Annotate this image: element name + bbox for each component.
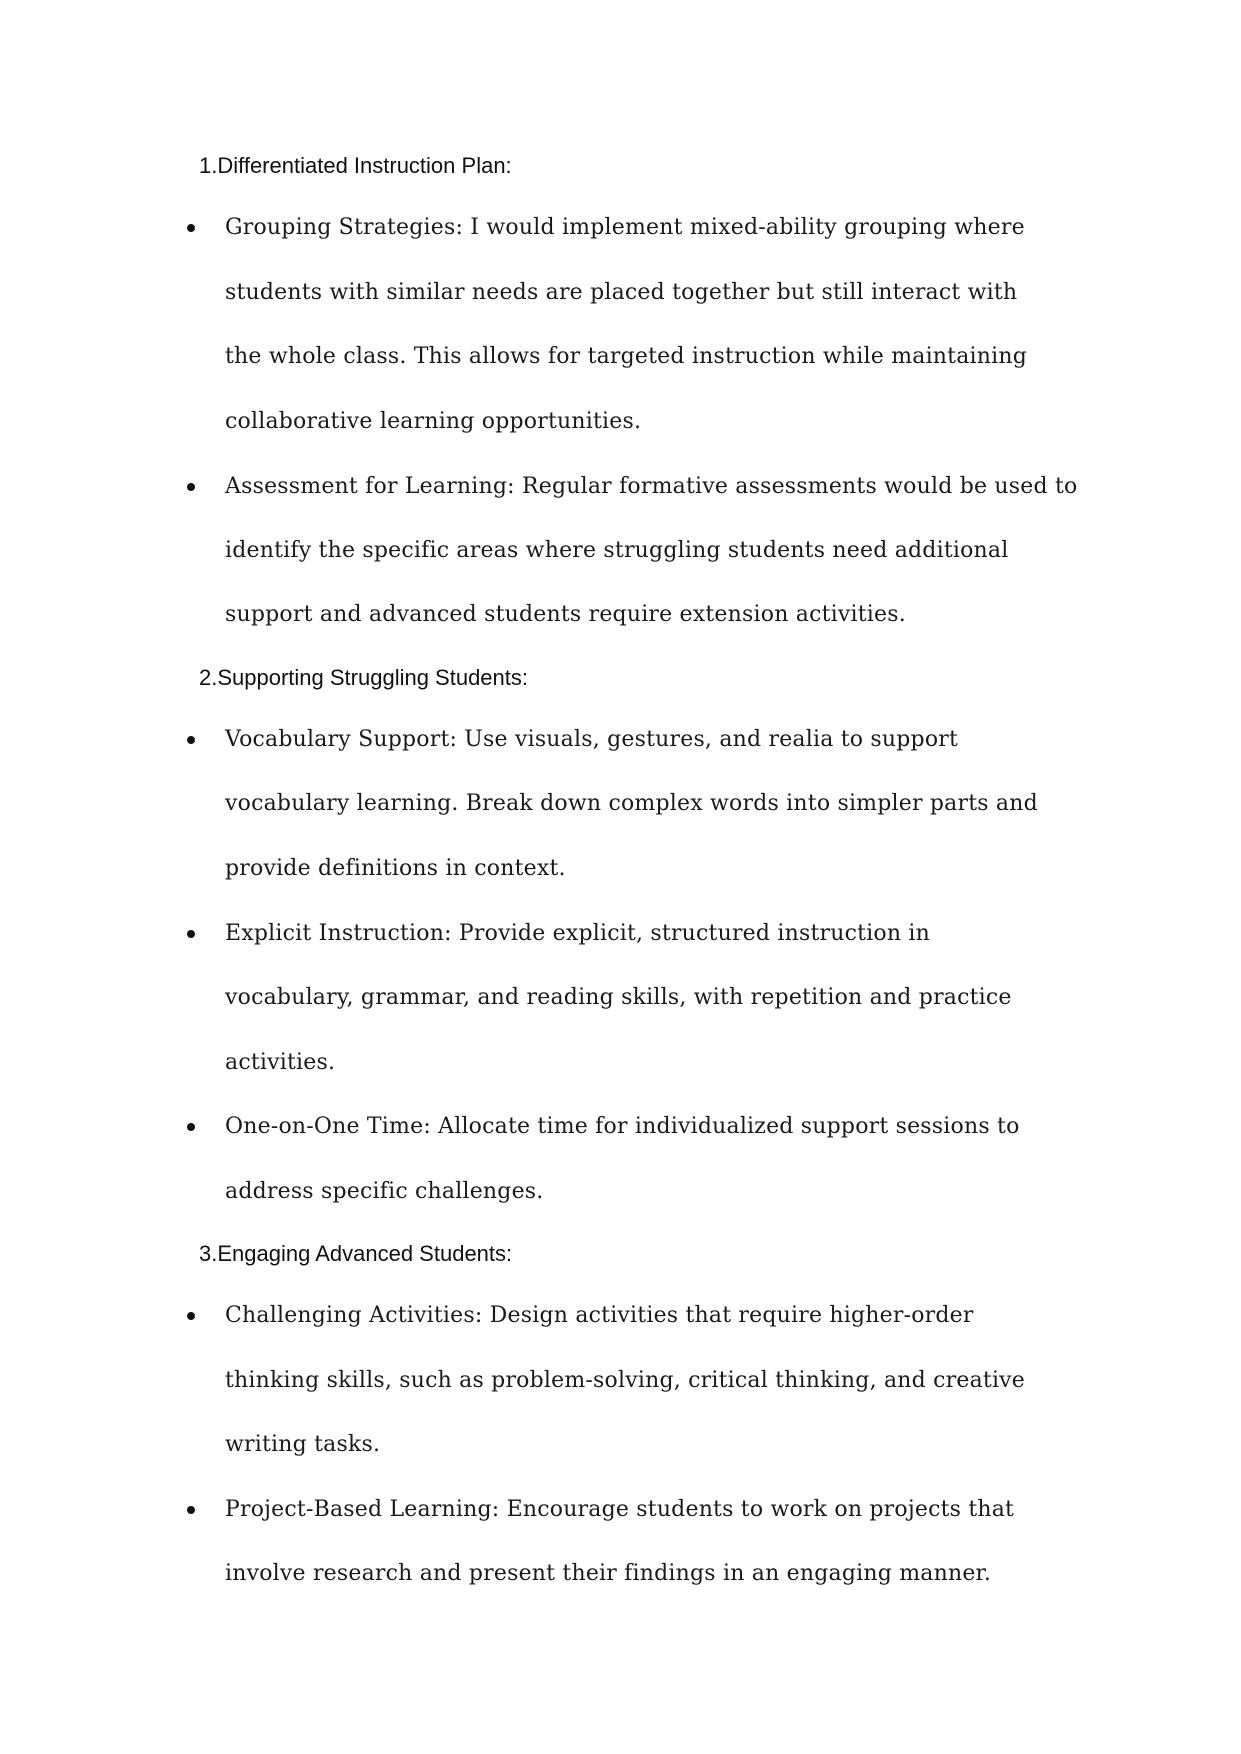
- bullet-text-line: students with similar needs are placed together but still interact with: [225, 280, 1018, 305]
- bullet-text-line: writing tasks.: [225, 1432, 381, 1457]
- bullet-text-line: One-on-One Time: Allocate time for individualized support sessions to: [225, 1114, 1020, 1139]
- bullet-text-line: Project-Based Learning: Encourage students to work on projects that: [225, 1497, 1015, 1522]
- bullet-text-line: Explicit Instruction: Provide explicit, structured instruction in: [225, 921, 930, 946]
- bullet-text-line: provide definitions in context.: [225, 856, 566, 881]
- bullet-text-line: collaborative learning opportunities.: [225, 409, 642, 434]
- bullet-icon: [187, 930, 195, 938]
- bullet-text-line: Challenging Activities: Design activities that require higher-order: [225, 1303, 974, 1328]
- bullet-text-line: identify the specific areas where struggling students need additional: [225, 538, 1009, 563]
- bullet-icon: [187, 736, 195, 744]
- bullet-text-line: Assessment for Learning: Regular formative assessments would be used to: [225, 474, 1078, 499]
- bullet-text-line: vocabulary, grammar, and reading skills, with repetition and practice: [225, 985, 1012, 1010]
- section-heading-differentiated-instruction: 1.Differentiated Instruction Plan:: [199, 153, 512, 178]
- bullet-text-line: activities.: [225, 1050, 336, 1075]
- bullet-icon: [187, 224, 195, 232]
- bullet-text-line: involve research and present their findings in an engaging manner.: [225, 1561, 992, 1586]
- bullet-icon: [187, 483, 195, 491]
- bullet-text-line: Vocabulary Support: Use visuals, gestures, and realia to support: [225, 727, 959, 752]
- section-heading-engaging-advanced: 3.Engaging Advanced Students:: [199, 1241, 513, 1266]
- bullet-icon: [187, 1123, 195, 1131]
- bullet-text-line: Grouping Strategies: I would implement mixed-ability grouping where: [225, 215, 1025, 240]
- bullet-text-line: the whole class. This allows for targeted instruction while maintaining: [225, 344, 1028, 369]
- bullet-text-line: vocabulary learning. Break down complex words into simpler parts and: [225, 791, 1038, 816]
- bullet-icon: [187, 1506, 195, 1514]
- bullet-text-line: address specific challenges.: [225, 1179, 544, 1204]
- section-heading-supporting-struggling: 2.Supporting Struggling Students:: [199, 665, 529, 690]
- bullet-icon: [187, 1312, 195, 1320]
- bullet-text-line: thinking skills, such as problem-solving, critical thinking, and creative: [225, 1368, 1026, 1393]
- bullet-text-line: support and advanced students require extension activities.: [225, 602, 906, 627]
